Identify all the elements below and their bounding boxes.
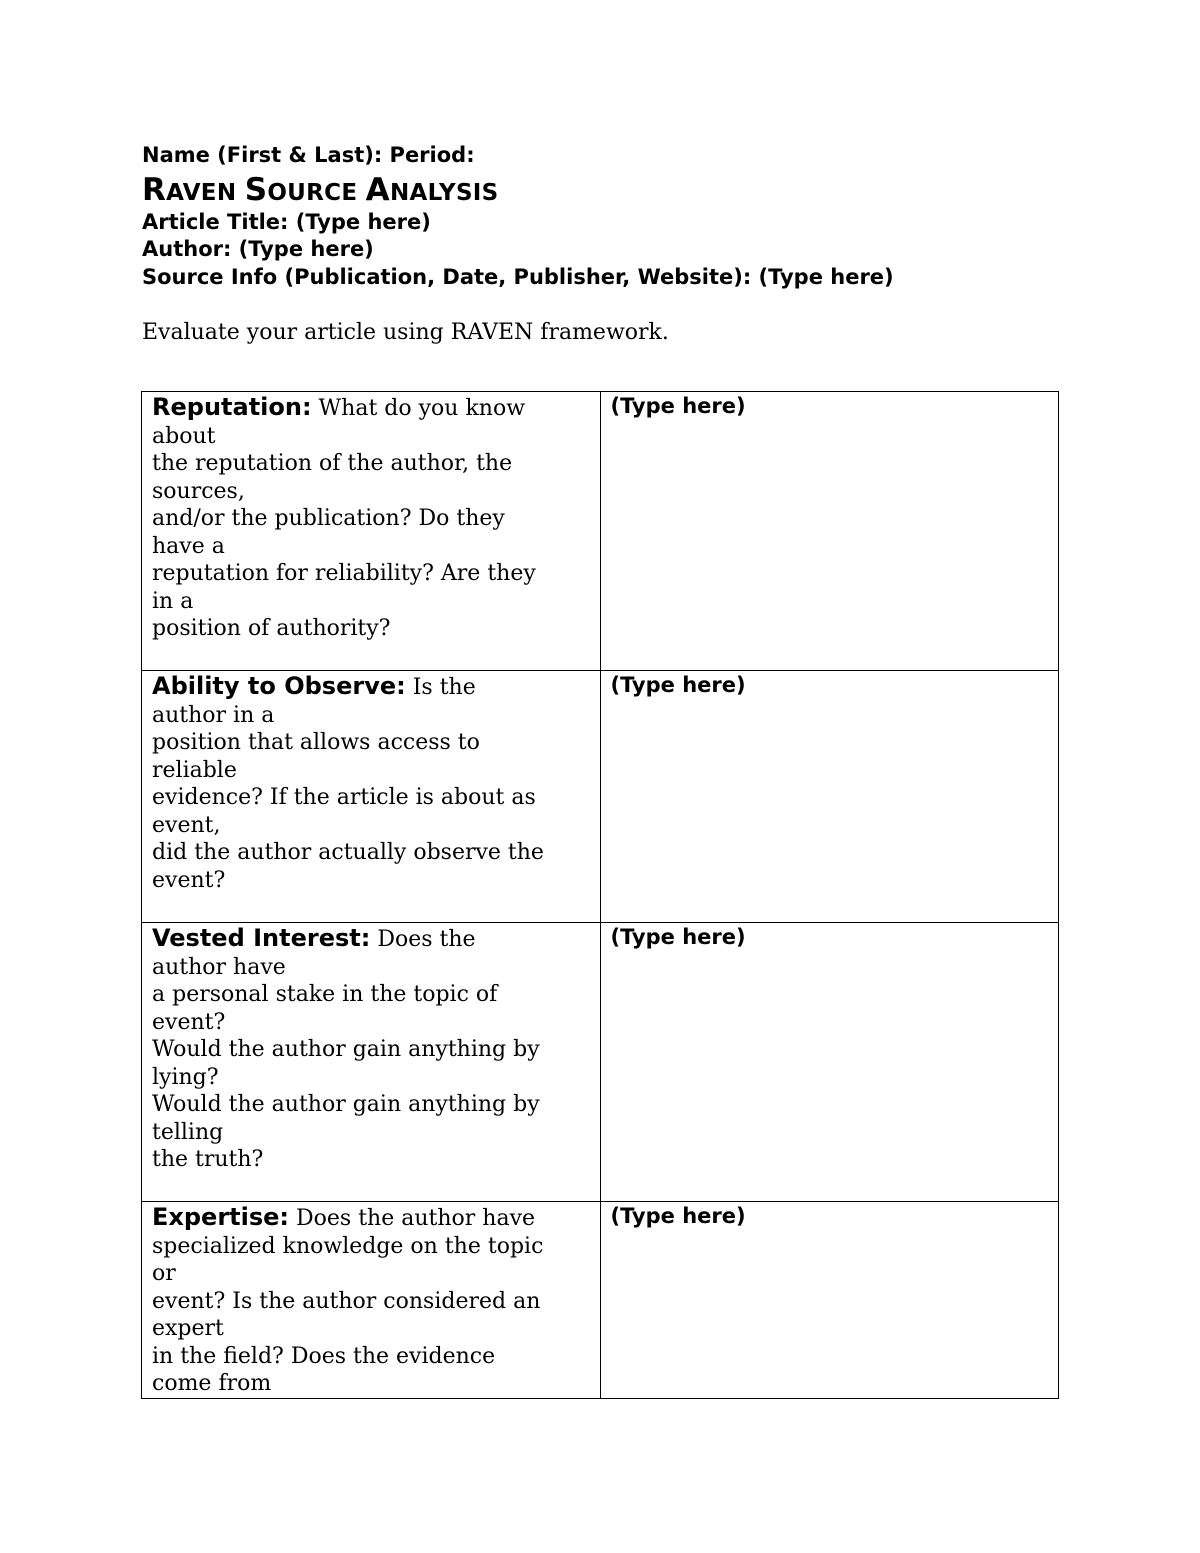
title-rest-1: AVEN bbox=[166, 180, 245, 206]
question-line: and/or the publication? Do they bbox=[152, 506, 505, 531]
table-row bbox=[142, 392, 1059, 671]
question-line: reputation for reliability? Are they bbox=[152, 561, 536, 586]
question-cell bbox=[142, 392, 601, 671]
criterion-label: Reputation: bbox=[152, 393, 312, 421]
answer-placeholder[interactable]: (Type here) bbox=[610, 1204, 746, 1228]
question-line: did the author actually observe the bbox=[152, 840, 544, 865]
question-first-line bbox=[152, 673, 590, 702]
question-line: sources, bbox=[152, 478, 245, 504]
question-line: lying? bbox=[152, 1064, 219, 1090]
question-line: position that allows access to bbox=[152, 730, 480, 755]
source-info-line[interactable]: Source Info (Publication, Date, Publisher, Website): (Type here) bbox=[142, 265, 894, 289]
intro-text: Evaluate your article using RAVEN framework. bbox=[142, 320, 669, 345]
question-line: Would the author gain anything by bbox=[152, 1037, 540, 1062]
answer-placeholder[interactable]: (Type here) bbox=[610, 925, 746, 949]
question-line: the reputation of the author, the bbox=[152, 451, 513, 476]
question-text: Does the author have bbox=[289, 1206, 536, 1231]
answer-cell[interactable] bbox=[600, 671, 1059, 923]
question-line: come from bbox=[152, 1371, 272, 1396]
question-line: event, bbox=[152, 812, 221, 838]
question-text: Does the bbox=[370, 927, 476, 952]
question-line: have a bbox=[152, 533, 225, 559]
answer-placeholder[interactable]: (Type here) bbox=[610, 394, 746, 418]
question-first-line bbox=[152, 1204, 590, 1233]
question-cell bbox=[142, 671, 601, 923]
question-line: specialized knowledge on the topic bbox=[152, 1233, 544, 1259]
table-row bbox=[142, 1202, 1059, 1399]
answer-placeholder[interactable]: (Type here) bbox=[610, 673, 746, 697]
question-line: expert bbox=[152, 1316, 224, 1341]
title-cap-1: R bbox=[142, 172, 167, 208]
raven-table bbox=[141, 391, 1059, 1399]
question-line: evidence? If the article is about as bbox=[152, 785, 536, 810]
question-line: event? Is the author considered an bbox=[152, 1288, 541, 1314]
table-row bbox=[142, 671, 1059, 923]
criterion-label: Expertise: bbox=[152, 1203, 290, 1231]
question-first-line bbox=[152, 925, 590, 954]
answer-cell[interactable] bbox=[600, 1202, 1059, 1399]
question-line: in the field? Does the evidence bbox=[152, 1343, 496, 1369]
title-cap-2: S bbox=[244, 172, 268, 208]
question-cell bbox=[142, 923, 601, 1202]
question-line: event? bbox=[152, 1009, 226, 1035]
question-line: position of authority? bbox=[152, 616, 391, 641]
title-rest-2: OURCE bbox=[267, 180, 366, 206]
question-line: telling bbox=[152, 1119, 224, 1145]
question-text: What do you know bbox=[311, 396, 526, 421]
table-row bbox=[142, 923, 1059, 1202]
question-line: reliable bbox=[152, 757, 237, 783]
title-rest-3: NALYSIS bbox=[389, 180, 499, 206]
question-line: event? bbox=[152, 867, 226, 893]
question-line: about bbox=[152, 423, 216, 449]
question-line: author in a bbox=[152, 702, 275, 728]
question-line: in a bbox=[152, 588, 194, 614]
question-first-line bbox=[152, 394, 590, 423]
name-period-line: Name (First & Last): Period: bbox=[142, 143, 475, 167]
criterion-label: Vested Interest: bbox=[152, 924, 371, 952]
question-line: the truth? bbox=[152, 1147, 264, 1172]
article-title-line[interactable]: Article Title: (Type here) bbox=[142, 210, 431, 234]
author-line[interactable]: Author: (Type here) bbox=[142, 237, 374, 261]
criterion-label: Ability to Observe: bbox=[152, 672, 406, 700]
question-line: a personal stake in the topic of bbox=[152, 982, 498, 1007]
answer-cell[interactable] bbox=[600, 923, 1059, 1202]
question-cell bbox=[142, 1202, 601, 1399]
answer-cell[interactable] bbox=[600, 392, 1059, 671]
question-line: author have bbox=[152, 954, 286, 980]
question-text: Is the bbox=[405, 675, 476, 700]
question-line: or bbox=[152, 1261, 176, 1286]
document-title bbox=[142, 172, 499, 211]
title-cap-3: A bbox=[365, 172, 390, 208]
question-line: Would the author gain anything by bbox=[152, 1092, 540, 1117]
